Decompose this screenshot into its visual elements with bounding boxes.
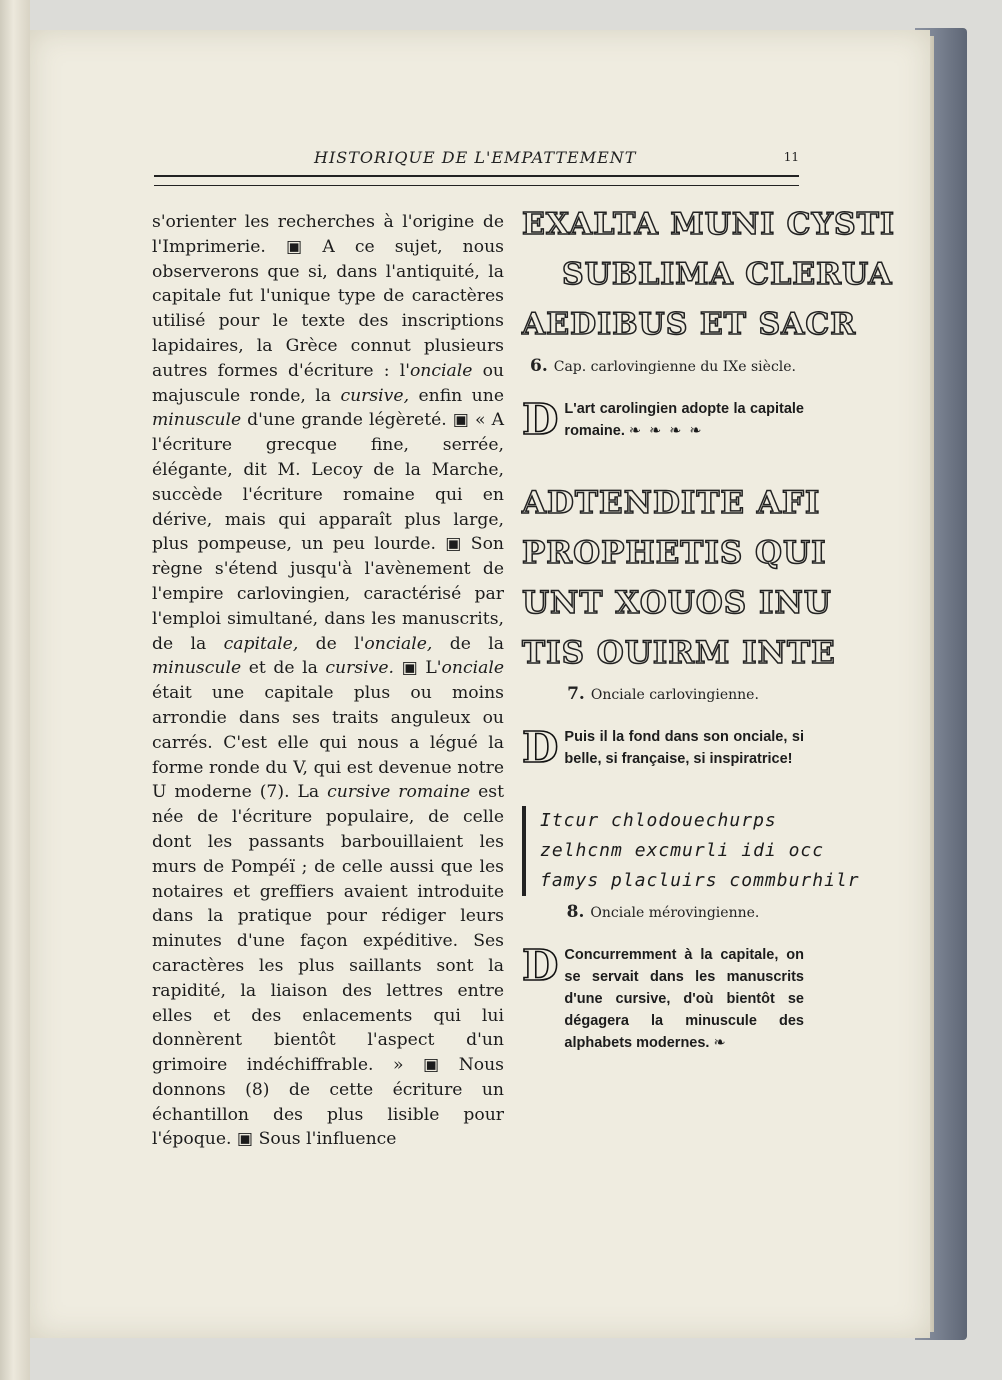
specimen-line: TIS OUIRM INTE (522, 635, 836, 671)
figure-number: 8. (566, 902, 585, 922)
italic-run: minuscule (152, 410, 242, 431)
text-run: de la (432, 633, 504, 654)
sidenote-text (564, 398, 804, 442)
italic-run: capitale, (223, 633, 299, 654)
header-rule (154, 175, 799, 186)
figure-caption-text: Onciale mérovingienne. (590, 905, 760, 921)
drop-cap: D (522, 395, 559, 444)
main-text-column (152, 210, 504, 1152)
figure-caption (522, 356, 804, 376)
italic-run: cursive romaine (327, 782, 471, 803)
figure-caption (522, 684, 804, 704)
fleuron-ornament: ❧ ❧ ❧ ❧ (628, 423, 704, 439)
sidenote (522, 395, 804, 444)
specimen-line: PROPHETIS QUI (522, 535, 827, 571)
sidenote (522, 941, 804, 1054)
figure-caption-text: Onciale carlovingienne. (590, 687, 759, 703)
text-run: ▣ L' (394, 658, 442, 679)
italic-run: cursive. (325, 658, 394, 679)
drop-cap: D (522, 941, 559, 990)
specimen-line: famys placluirs commburhilr (540, 870, 860, 891)
sidenote (522, 723, 804, 772)
italic-run: minuscule (152, 658, 242, 679)
figure-number: 7. (567, 684, 585, 704)
specimen-carolingian-capitals (522, 200, 895, 350)
drop-cap: D (522, 723, 559, 772)
text-run: d'une grande légèreté. ▣ « A l'écriture grecque fine, serrée, élégante, dit M. Lecoy de la Marche, succède l'écriture romaine qui en dérive, mais qui apparaît plus large, plus pompeuse, un peu lourde. ▣ Son règne s'étend jusqu'à l'avènement de l'empire carlovingien, caractérisé par l'emploi simultané, dans les manuscrits, de la (152, 410, 504, 654)
specimen-line: zelhcnm excmurli idi occ (540, 840, 825, 861)
body-paragraph (152, 210, 504, 1152)
text-run: s'orienter les recherches à l'origine de l'Imprimerie. ▣ A ce sujet, nous observerons que si, dans l'antiquité, la capitale fut l'unique type de caractères utilisé pour le texte des inscriptions lapidaires, la Grèce connut plusieurs autres formes d'écriture : l' (152, 212, 504, 381)
specimen-line: SUBLIMA CLERUA (562, 257, 893, 292)
figure-number: 6. (529, 356, 548, 376)
text-run: était une capitale plus ou moins arrondie dans ses traits anguleux ou carrés. C'est elle qui nous a légué la forme ronde du V, qui est devenue notre U moderne (7). La (152, 683, 504, 803)
specimen-line: EXALTA MUNI CYSTI (522, 207, 895, 242)
text-run: ou majuscule ronde, la (152, 360, 504, 406)
text-run: et de la (241, 658, 326, 679)
text-run: de l' (298, 633, 365, 654)
book-gutter (0, 0, 30, 1380)
text-run: est née de l'écriture populaire, de celle dont les passants barbouillaient les murs de Pompéï ; de celle aussi que les notaires et greffiers avaient introduite dans la pratique pour rédiger leurs minutes d'une façon expéditive. Ses caractères les plus saillants sont la rapidité, la liaison des lettres entre elles et des enlacements qui lui donnèrent bientôt l'aspect d'un grimoire indéchiffrable. » ▣ Nous donnons (8) de cette écriture un échantillon des plus lisible pour l'époque. ▣ Sous l'influence (152, 782, 505, 1150)
text-run: enfin une (409, 385, 504, 406)
specimen-line: Itcur chlodouechurps (540, 810, 777, 831)
italic-run: cursive, (340, 385, 410, 406)
sidenote-text (564, 944, 804, 1054)
sidenote-text: Puis il la fond dans son onciale, si belle, si française, si inspiratrice! (564, 729, 804, 767)
specimen-merovingian-uncial (522, 806, 860, 896)
page-number: 11 (783, 150, 799, 164)
fleuron-ornament: ❧ (713, 1035, 728, 1051)
figure-caption (522, 902, 804, 922)
specimen-line: ADTENDITE AFI (522, 485, 821, 521)
page-header (154, 148, 799, 170)
specimen-carolingian-uncial (522, 478, 836, 678)
italic-run: onciale (409, 360, 473, 381)
italic-run: onciale (441, 658, 504, 679)
sidenote-body: L'art carolingien adopte la capitale romaine. (564, 401, 804, 439)
specimen-column (522, 200, 895, 1090)
specimen-line: UNT XOUOS INU (522, 585, 832, 621)
italic-run: onciale, (364, 633, 433, 654)
running-head: HISTORIQUE DE L'EMPATTEMENT (314, 148, 637, 167)
figure-caption-text: Cap. carlovingienne du IXe siècle. (553, 359, 796, 375)
sidenote-body: Concurremment à la capitale, on se servait dans les manuscrits d'une cursive, d'où bientôt se dégagera la minuscule des alphabets modernes. (564, 947, 804, 1051)
specimen-line: AEDIBUS ET SACR (522, 307, 857, 342)
